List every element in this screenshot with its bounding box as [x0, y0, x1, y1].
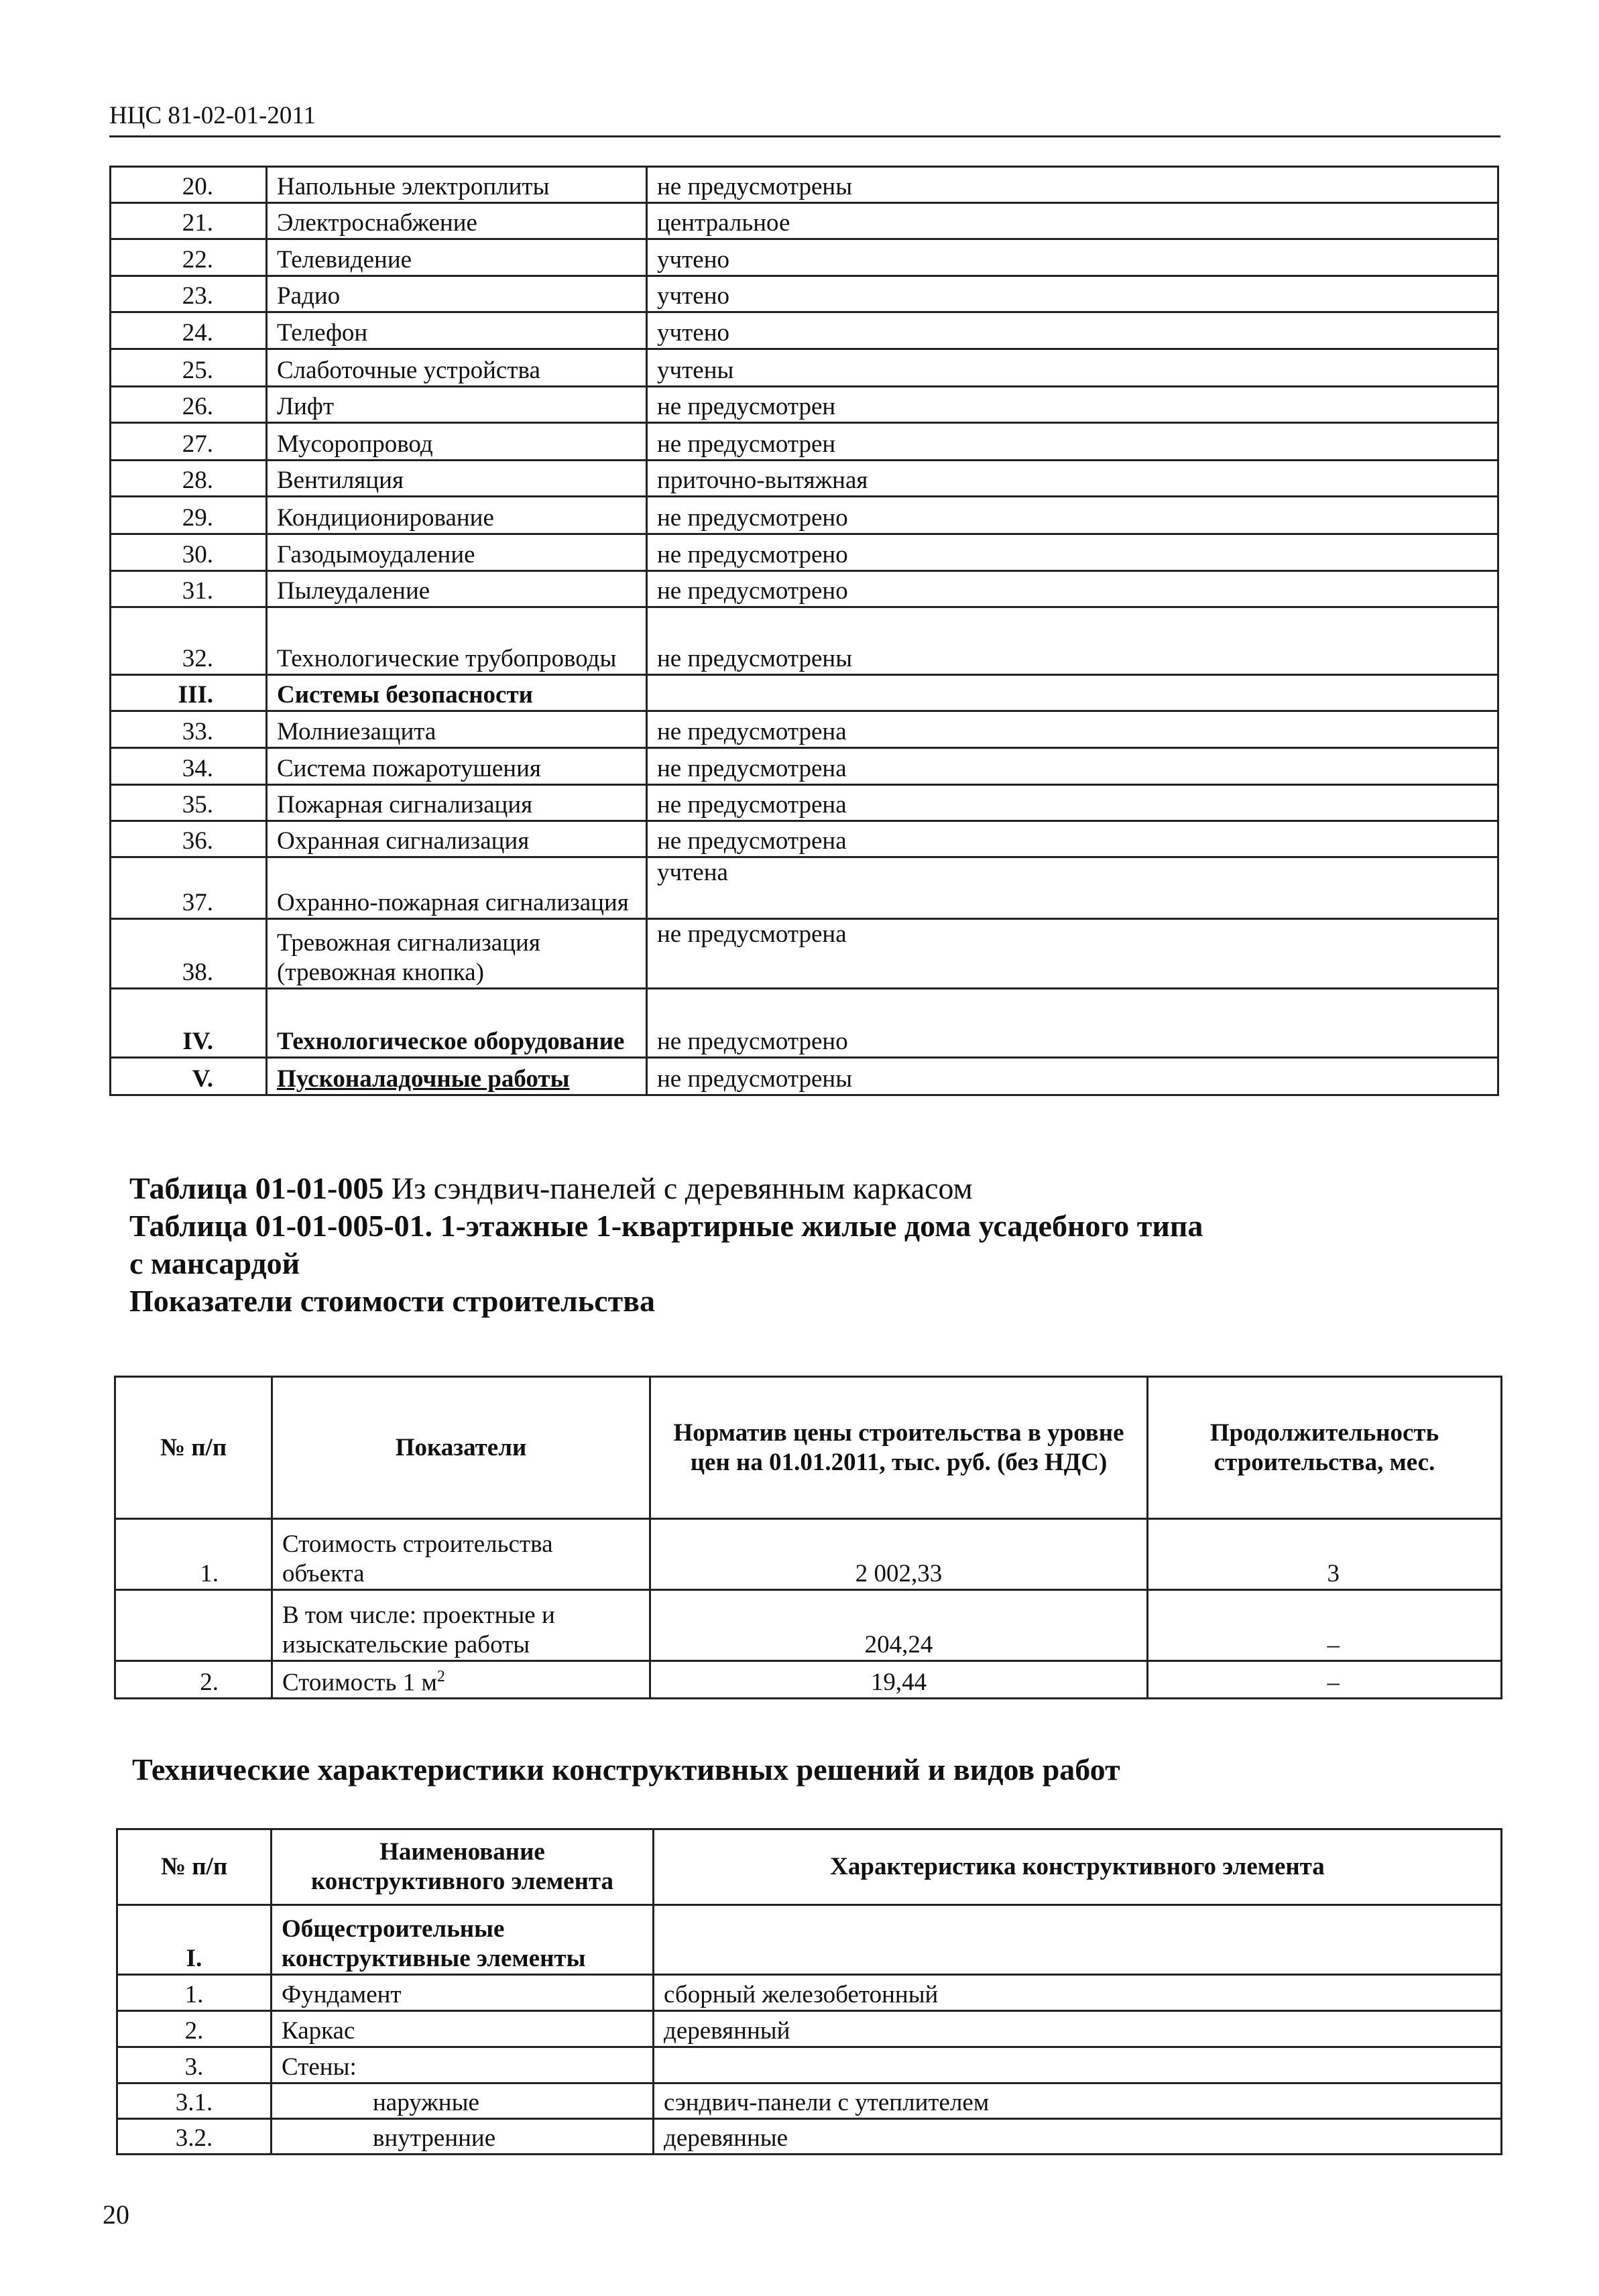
row-name: Технологические трубопроводы	[267, 607, 647, 675]
row-value	[647, 675, 1498, 711]
row-element-name: Каркас	[272, 2011, 654, 2047]
table-row	[117, 2047, 1502, 2083]
row-number: 31.	[111, 571, 267, 607]
row-name: Радио	[267, 276, 647, 312]
row-element-name: внутренние	[272, 2119, 654, 2155]
row-indicator-text: Стоимость 1 м	[282, 1669, 437, 1697]
row-name: Пожарная сигнализация	[267, 785, 647, 821]
table-row	[111, 276, 1498, 312]
header-indicators: Показатели	[272, 1377, 650, 1519]
row-number: 38.	[111, 919, 267, 989]
row-number: 35.	[111, 785, 267, 821]
section-title: Технические характеристики конструктивных решений и видов работ	[132, 1752, 1120, 1787]
row-number: 3.2.	[117, 2119, 272, 2155]
document-code: НЦС 81-02-01-2011	[109, 102, 316, 129]
header-number: № п/п	[115, 1377, 272, 1519]
row-element-name: наружные	[272, 2083, 654, 2119]
table-titles	[129, 1170, 1490, 1320]
row-name: Электроснабжение	[267, 203, 647, 239]
row-number: 2.	[117, 2011, 272, 2047]
row-number: 22.	[111, 239, 267, 276]
table-row	[117, 2011, 1502, 2047]
table-row	[111, 423, 1498, 461]
row-name: Слаботочные устройства	[267, 349, 647, 387]
row-price: 204,24	[650, 1590, 1148, 1661]
row-number: V.	[111, 1058, 267, 1095]
row-number: 34.	[111, 748, 267, 785]
row-name: Молниезащита	[267, 711, 647, 748]
unit-superscript: 2	[436, 1668, 445, 1685]
row-value: учтено	[647, 312, 1498, 349]
row-number: 25.	[111, 349, 267, 387]
table-row	[111, 571, 1498, 607]
table-row	[111, 1058, 1498, 1095]
row-value: не предусмотрено	[647, 534, 1498, 571]
table-row	[111, 989, 1498, 1058]
row-element-spec: деревянные	[654, 2119, 1502, 2155]
row-value: не предусмотрена	[647, 821, 1498, 857]
table-title-text: Из сэндвич-панелей с деревянным каркасом	[383, 1171, 973, 1205]
header-element-spec: Характеристика конструктивного элемента	[654, 1829, 1502, 1905]
row-number: 33.	[111, 711, 267, 748]
header-price: Норматив цены строительства в уровне цен на 01.01.2011, тыс. руб. (без НДС)	[650, 1377, 1148, 1519]
table-row	[111, 461, 1498, 497]
row-indicator	[272, 1519, 650, 1590]
row-value: не предусмотрены	[647, 1058, 1498, 1095]
row-indicator	[272, 1590, 650, 1661]
table-title-1	[129, 1170, 1490, 1207]
table-row	[111, 919, 1498, 989]
row-duration: –	[1148, 1661, 1502, 1699]
row-number: 1.	[117, 1975, 272, 2011]
table-row	[117, 1905, 1502, 1975]
row-element-spec	[654, 1905, 1502, 1975]
table-row	[111, 748, 1498, 785]
row-value: не предусмотрен	[647, 387, 1498, 423]
row-price: 19,44	[650, 1661, 1148, 1699]
row-element-spec	[654, 2047, 1502, 2083]
row-name: Газодымоудаление	[267, 534, 647, 571]
row-number	[115, 1590, 272, 1661]
header-element-name: Наименование конструктивного элемента	[272, 1829, 654, 1905]
row-value: не предусмотрена	[647, 748, 1498, 785]
table-row	[111, 607, 1498, 675]
table-title-2: Таблица 01-01-005-01. 1-этажные 1-квартирные жилые дома усадебного типа	[129, 1209, 1203, 1243]
table-title-3: с мансардой	[129, 1246, 300, 1280]
row-number: 21.	[111, 203, 267, 239]
header-number: № п/п	[117, 1829, 272, 1905]
row-value: учтена	[647, 857, 1498, 919]
row-name: Телевидение	[267, 239, 647, 276]
row-element-name: Фундамент	[272, 1975, 654, 2011]
row-name: Телефон	[267, 312, 647, 349]
row-number: 30.	[111, 534, 267, 571]
row-number: 23.	[111, 276, 267, 312]
row-number: I.	[117, 1905, 272, 1975]
row-element-name: Общестроительные конструктивные элементы	[272, 1905, 654, 1975]
row-duration: –	[1148, 1590, 1502, 1661]
row-value: приточно-вытяжная	[647, 461, 1498, 497]
table-row	[111, 387, 1498, 423]
row-indicator-text: В том числе: проектные и изыскательские работы	[282, 1602, 555, 1658]
row-number: 3.1.	[117, 2083, 272, 2119]
row-number: 32.	[111, 607, 267, 675]
row-value: не предусмотрен	[647, 423, 1498, 461]
row-value: учтено	[647, 276, 1498, 312]
row-name: Охранно-пожарная сигнализация	[267, 857, 647, 919]
table-row	[115, 1661, 1502, 1699]
table-row	[115, 1590, 1502, 1661]
row-name: Охранная сигнализация	[267, 821, 647, 857]
row-number: 28.	[111, 461, 267, 497]
row-value: не предусмотрена	[647, 919, 1498, 989]
row-name: Тревожная сигнализация (тревожная кнопка)	[267, 919, 647, 989]
row-value: центральное	[647, 203, 1498, 239]
table-row	[111, 534, 1498, 571]
row-number: 26.	[111, 387, 267, 423]
table-row	[111, 675, 1498, 711]
row-value: не предусмотрено	[647, 497, 1498, 534]
row-number: 29.	[111, 497, 267, 534]
row-value: не предусмотрено	[647, 571, 1498, 607]
table-row	[117, 1975, 1502, 2011]
header-rule	[109, 135, 1500, 137]
row-element-spec: деревянный	[654, 2011, 1502, 2047]
table-row	[111, 785, 1498, 821]
row-name: Лифт	[267, 387, 647, 423]
row-name: Системы безопасности	[267, 675, 647, 711]
cost-table	[114, 1376, 1502, 1699]
row-value: не предусмотрено	[647, 989, 1498, 1058]
row-indicator-text: Стоимость строительства объекта	[282, 1530, 553, 1587]
table-code: Таблица 01-01-005	[129, 1171, 384, 1205]
row-number: 20.	[111, 167, 267, 203]
table-row	[111, 312, 1498, 349]
row-number: III.	[111, 675, 267, 711]
cost-indicators-title: Показатели стоимости строительства	[129, 1284, 656, 1318]
row-element-spec: сборный железобетонный	[654, 1975, 1502, 2011]
row-indicator	[272, 1661, 650, 1699]
row-value: не предусмотрены	[647, 607, 1498, 675]
page-number: 20	[103, 2199, 129, 2230]
row-name: Напольные электроплиты	[267, 167, 647, 203]
row-element-name: Стены:	[272, 2047, 654, 2083]
row-name: Пусконаладочные работы	[267, 1058, 647, 1095]
row-name: Система пожаротушения	[267, 748, 647, 785]
row-value: не предусмотрена	[647, 785, 1498, 821]
row-number: 37.	[111, 857, 267, 919]
row-number: 1.	[115, 1519, 272, 1590]
row-name: Пылеудаление	[267, 571, 647, 607]
row-element-spec: сэндвич-панели с утеплителем	[654, 2083, 1502, 2119]
row-number: 2.	[115, 1661, 272, 1699]
row-number: 3.	[117, 2047, 272, 2083]
row-number: 27.	[111, 423, 267, 461]
row-name: Технологическое оборудование	[267, 989, 647, 1058]
row-number: 24.	[111, 312, 267, 349]
header-duration: Продолжительность строительства, мес.	[1148, 1377, 1502, 1519]
construction-table	[116, 1828, 1502, 2155]
table-row	[111, 497, 1498, 534]
table-row	[117, 2083, 1502, 2119]
row-number: IV.	[111, 989, 267, 1058]
row-duration: 3	[1148, 1519, 1502, 1590]
row-name: Мусоропровод	[267, 423, 647, 461]
row-price: 2 002,33	[650, 1519, 1148, 1590]
systems-table	[109, 166, 1499, 1096]
row-value: учтено	[647, 239, 1498, 276]
row-name: Вентиляция	[267, 461, 647, 497]
table-row	[111, 711, 1498, 748]
table-row	[111, 167, 1498, 203]
row-name: Кондиционирование	[267, 497, 647, 534]
table-row	[111, 203, 1498, 239]
table-row	[111, 857, 1498, 919]
table-row	[117, 2119, 1502, 2155]
table-row	[111, 239, 1498, 276]
table-row	[115, 1519, 1502, 1590]
row-value: не предусмотрена	[647, 711, 1498, 748]
row-number: 36.	[111, 821, 267, 857]
row-value: не предусмотрены	[647, 167, 1498, 203]
row-value: учтены	[647, 349, 1498, 387]
table-row	[111, 349, 1498, 387]
table-row	[111, 821, 1498, 857]
